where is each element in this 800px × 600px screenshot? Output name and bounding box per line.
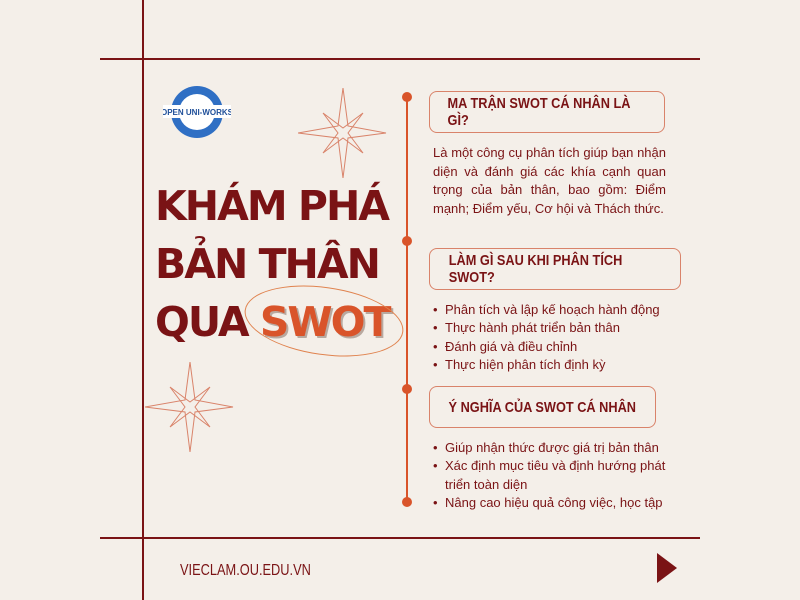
list-item: • Thực hành phát triển bản thân: [433, 319, 683, 337]
section-3-list: [433, 439, 683, 512]
list-item: • Xác định mục tiêu và định hướng phát triển toàn diện: [433, 457, 683, 494]
title-line-2: BẢN THÂN: [155, 240, 379, 288]
frame-line-vertical: [142, 0, 144, 600]
timeline-dot: [402, 92, 412, 102]
list-item: • Giúp nhận thức được giá trị bản thân: [433, 439, 683, 457]
list-item: • Đánh giá và điều chỉnh: [433, 338, 683, 356]
list-item: • Nâng cao hiệu quả công việc, học tập: [433, 494, 683, 512]
sparkle-icon: [298, 88, 388, 183]
sparkle-icon: [145, 362, 235, 457]
section-1-body: Là một công cụ phân tích giúp bạn nhận diện và đánh giá các khía cạnh quan trọng của bản thân, bao gồm: Điểm mạnh; Điểm yếu, Cơ hội và Thách thức.: [433, 145, 666, 216]
frame-line-bottom: [100, 537, 700, 539]
list-item: • Thực hiện phân tích định kỳ: [433, 356, 683, 374]
section-heading-3: Ý NGHĨA CỦA SWOT CÁ NHÂN: [429, 386, 656, 428]
list-item: • Phân tích và lập kế hoạch hành động: [433, 301, 683, 319]
title-line-1: KHÁM PHÁ: [155, 182, 388, 230]
section-heading-1: MA TRẬN SWOT CÁ NHÂN LÀ GÌ?: [429, 91, 665, 133]
footer-url[interactable]: VIECLAM.OU.EDU.VN: [180, 562, 311, 579]
title-prefix: QUA: [155, 298, 248, 346]
timeline-dot: [402, 236, 412, 246]
play-arrow-icon[interactable]: [657, 553, 677, 583]
section-2-list: [433, 301, 683, 374]
highlight-ellipse: [240, 276, 408, 366]
timeline-line: [406, 97, 408, 503]
open-uni-works-logo: [163, 84, 231, 140]
timeline-dot: [402, 384, 412, 394]
timeline-dot: [402, 497, 412, 507]
svg-text:OPEN UNI-WORKS: OPEN UNI-WORKS: [163, 108, 231, 117]
title-highlight: SWOT: [259, 298, 390, 346]
section-heading-2: LÀM GÌ SAU KHI PHÂN TÍCH SWOT?: [429, 248, 681, 290]
frame-line-top: [100, 58, 700, 60]
